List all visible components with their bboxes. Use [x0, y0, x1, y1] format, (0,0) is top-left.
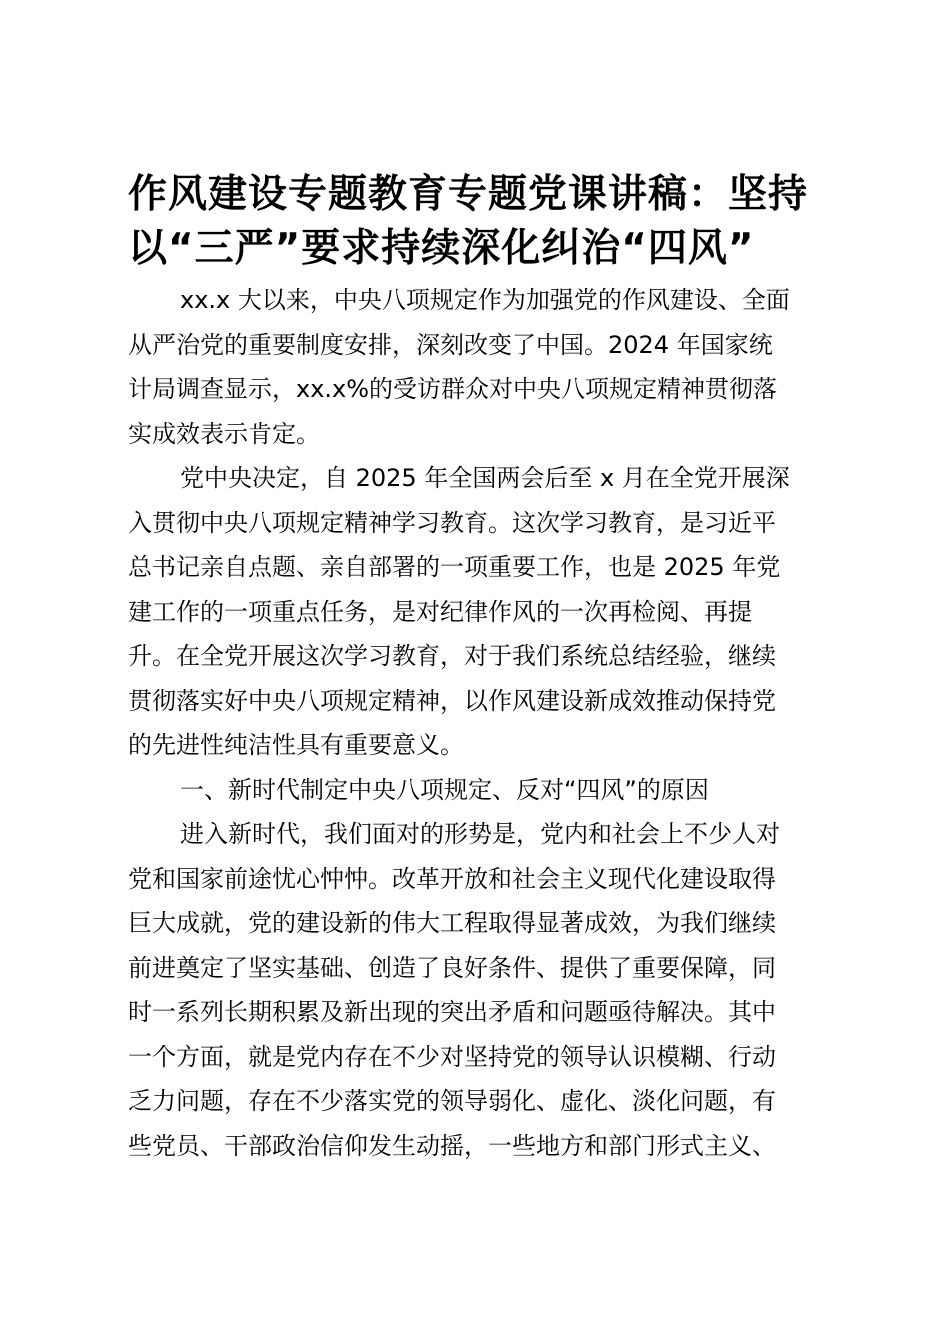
paragraph-line: 党和国家前途忧心忡忡。改革开放和社会主义现代化建设取得: [128, 864, 776, 893]
paragraph-line: 计局调查显示，xx.x%的受访群众对中央八项规定精神贯彻落: [128, 375, 778, 403]
paragraph-intro: [128, 278, 828, 456]
paragraph-line: 一个方面，就是党内存在不少对坚持党的领导认识模糊、行动: [128, 1042, 776, 1071]
paragraph-line: 升。在全党开展这次学习教育，对于我们系统总结经验，继续: [128, 642, 776, 670]
paragraph-line: 党中央决定，自 2025 年全国两会后至 x 月在全党开展深: [180, 464, 790, 492]
paragraph-line: 的先进性纯洁性具有重要意义。: [128, 731, 464, 759]
paragraph-line: 实成效表示肯定。: [128, 419, 320, 448]
section-heading-line: 一、新时代制定中央八项规定、反对“四风”的原因: [180, 775, 709, 804]
paragraph-new-era: [128, 812, 828, 1168]
document-body: [128, 278, 828, 1168]
paragraph-decision: [128, 456, 828, 768]
paragraph-line: 乏力问题，存在不少落实党的领导弱化、虚化、淡化问题，有: [128, 1087, 776, 1115]
paragraph-line: 入贯彻中央八项规定精神学习教育。这次学习教育，是习近平: [128, 508, 776, 537]
section-heading: [128, 768, 828, 813]
paragraph-line: 进入新时代，我们面对的形势是，党内和社会上不少人对: [180, 820, 780, 848]
paragraph-line: 建工作的一项重点任务，是对纪律作风的一次再检阅、再提: [128, 597, 752, 626]
paragraph-line: 时一系列长期积累及新出现的突出矛盾和问题亟待解决。其中: [128, 998, 776, 1026]
paragraph-line: 前进奠定了坚实基础、创造了良好条件、提供了重要保障，同: [128, 953, 776, 982]
paragraph-line: 贯彻落实好中央八项规定精神，以作风建设新成效推动保持党: [128, 686, 776, 715]
paragraph-line: 从严治党的重要制度安排，深刻改变了中国。2024 年国家统: [128, 330, 773, 359]
paragraph-line: 巨大成就，党的建设新的伟大工程取得显著成效，为我们继续: [128, 909, 776, 937]
paragraph-line: xx.x 大以来，中央八项规定作为加强党的作风建设、全面: [180, 286, 790, 314]
paragraph-line: 些党员、干部政治信仰发生动摇，一些地方和部门形式主义、: [128, 1131, 776, 1160]
title-line: 作风建设专题教育专题党课讲稿：坚持: [128, 172, 809, 217]
document-title: [128, 168, 848, 276]
title-line: 以“三严”要求持续深化纠治“四风”: [128, 226, 755, 271]
paragraph-line: 总书记亲自点题、亲自部署的一项重要工作，也是 2025 年党: [128, 553, 781, 581]
